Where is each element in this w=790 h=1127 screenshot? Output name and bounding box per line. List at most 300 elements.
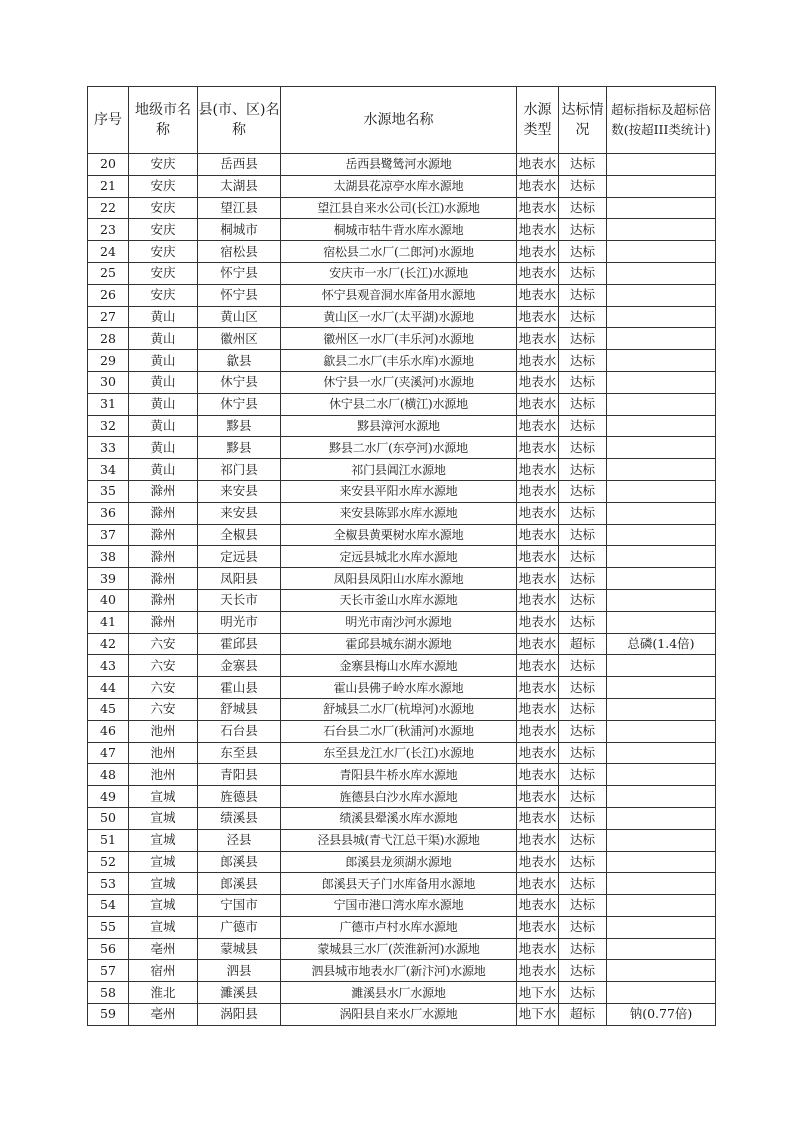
cell-county: 宁国市 [198, 895, 281, 917]
cell-city: 池州 [129, 742, 198, 764]
cell-source-name: 霍邱县城东湖水源地 [281, 633, 517, 655]
table-row [88, 786, 716, 808]
cell-status: 达标 [559, 197, 607, 219]
cell-exceed-indicator [607, 677, 716, 699]
cell-status: 达标 [559, 241, 607, 263]
cell-source-type: 地表水 [517, 328, 559, 350]
cell-status: 达标 [559, 284, 607, 306]
cell-index: 59 [88, 1004, 129, 1026]
cell-exceed-indicator [607, 807, 716, 829]
table-row [88, 480, 716, 502]
cell-source-type: 地表水 [517, 829, 559, 851]
table-row [88, 807, 716, 829]
cell-city: 安庆 [129, 262, 198, 284]
cell-source-name: 来安县陈郢水库水源地 [281, 502, 517, 524]
cell-exceed-indicator [607, 350, 716, 372]
cell-source-name: 石台县二水厂(秋浦河)水源地 [281, 720, 517, 742]
cell-source-type: 地表水 [517, 459, 559, 481]
cell-source-type: 地表水 [517, 154, 559, 176]
cell-index: 40 [88, 589, 129, 611]
cell-source-type: 地表水 [517, 698, 559, 720]
cell-exceed-indicator [607, 982, 716, 1004]
table-row [88, 960, 716, 982]
table-row [88, 895, 716, 917]
cell-county: 郎溪县 [198, 851, 281, 873]
cell-source-name: 黟县二水厂(东亭河)水源地 [281, 437, 517, 459]
cell-status: 达标 [559, 829, 607, 851]
table-row [88, 829, 716, 851]
cell-source-type: 地表水 [517, 807, 559, 829]
cell-county: 郎溪县 [198, 873, 281, 895]
cell-status: 达标 [559, 742, 607, 764]
cell-source-name: 蒙城县三水厂(茨淮新河)水源地 [281, 938, 517, 960]
cell-status: 达标 [559, 415, 607, 437]
cell-index: 32 [88, 415, 129, 437]
cell-source-type: 地表水 [517, 175, 559, 197]
cell-source-type: 地表水 [517, 655, 559, 677]
cell-status: 达标 [559, 698, 607, 720]
cell-status: 达标 [559, 393, 607, 415]
cell-city: 宿州 [129, 960, 198, 982]
table-row [88, 524, 716, 546]
cell-source-type: 地表水 [517, 524, 559, 546]
table-row [88, 219, 716, 241]
cell-source-name: 青阳县牛桥水库水源地 [281, 764, 517, 786]
cell-county: 宿松县 [198, 241, 281, 263]
cell-index: 39 [88, 568, 129, 590]
header-county: 县(市、区)名称 [198, 87, 281, 154]
cell-city: 六安 [129, 677, 198, 699]
cell-status: 达标 [559, 677, 607, 699]
cell-county: 天长市 [198, 589, 281, 611]
cell-status: 达标 [559, 437, 607, 459]
cell-exceed-indicator [607, 524, 716, 546]
cell-city: 安庆 [129, 284, 198, 306]
cell-source-type: 地表水 [517, 197, 559, 219]
cell-source-name: 濉溪县水厂水源地 [281, 982, 517, 1004]
cell-status: 达标 [559, 306, 607, 328]
table-row [88, 284, 716, 306]
table-row [88, 306, 716, 328]
table-row [88, 633, 716, 655]
cell-index: 43 [88, 655, 129, 677]
cell-city: 六安 [129, 698, 198, 720]
table-row [88, 437, 716, 459]
table-row [88, 393, 716, 415]
cell-county: 祁门县 [198, 459, 281, 481]
cell-source-name: 旌德县白沙水库水源地 [281, 786, 517, 808]
table-row [88, 328, 716, 350]
cell-index: 52 [88, 851, 129, 873]
cell-county: 青阳县 [198, 764, 281, 786]
cell-county: 岳西县 [198, 154, 281, 176]
cell-exceed-indicator [607, 786, 716, 808]
cell-source-type: 地表水 [517, 851, 559, 873]
cell-city: 宣城 [129, 829, 198, 851]
cell-county: 定远县 [198, 546, 281, 568]
cell-city: 滁州 [129, 480, 198, 502]
cell-exceed-indicator [607, 154, 716, 176]
cell-city: 黄山 [129, 459, 198, 481]
cell-source-name: 明光市南沙河水源地 [281, 611, 517, 633]
cell-source-type: 地表水 [517, 480, 559, 502]
cell-exceed-indicator [607, 698, 716, 720]
cell-source-name: 泗县城市地表水厂(新汴河)水源地 [281, 960, 517, 982]
header-exceed-indicator: 超标指标及超标倍数(按超III类统计) [607, 87, 716, 154]
cell-exceed-indicator [607, 938, 716, 960]
cell-status: 达标 [559, 655, 607, 677]
cell-index: 22 [88, 197, 129, 219]
cell-exceed-indicator [607, 241, 716, 263]
cell-index: 45 [88, 698, 129, 720]
cell-source-name: 定远县城北水库水源地 [281, 546, 517, 568]
cell-source-type: 地表水 [517, 938, 559, 960]
header-city: 地级市名称 [129, 87, 198, 154]
cell-city: 安庆 [129, 219, 198, 241]
cell-county: 舒城县 [198, 698, 281, 720]
cell-county: 霍山县 [198, 677, 281, 699]
table-row [88, 546, 716, 568]
cell-city: 黄山 [129, 393, 198, 415]
cell-city: 宣城 [129, 895, 198, 917]
cell-county: 霍邱县 [198, 633, 281, 655]
cell-status: 达标 [559, 371, 607, 393]
cell-county: 望江县 [198, 197, 281, 219]
table-row [88, 851, 716, 873]
cell-county: 桐城市 [198, 219, 281, 241]
cell-status: 达标 [559, 524, 607, 546]
cell-index: 35 [88, 480, 129, 502]
cell-status: 达标 [559, 851, 607, 873]
cell-index: 46 [88, 720, 129, 742]
cell-city: 滁州 [129, 524, 198, 546]
cell-source-type: 地表水 [517, 393, 559, 415]
cell-status: 达标 [559, 764, 607, 786]
cell-source-name: 桐城市牯牛背水库水源地 [281, 219, 517, 241]
header-source-type: 水源类型 [517, 87, 559, 154]
cell-exceed-indicator [607, 415, 716, 437]
cell-status: 达标 [559, 154, 607, 176]
cell-exceed-indicator [607, 764, 716, 786]
cell-source-type: 地表水 [517, 219, 559, 241]
cell-status: 达标 [559, 720, 607, 742]
header-status: 达标情况 [559, 87, 607, 154]
cell-city: 滁州 [129, 568, 198, 590]
cell-index: 24 [88, 241, 129, 263]
cell-source-type: 地表水 [517, 589, 559, 611]
cell-status: 达标 [559, 982, 607, 1004]
cell-exceed-indicator [607, 306, 716, 328]
cell-index: 54 [88, 895, 129, 917]
cell-exceed-indicator [607, 568, 716, 590]
cell-source-name: 休宁县一水厂(夹溪河)水源地 [281, 371, 517, 393]
cell-source-name: 全椒县黄栗树水库水源地 [281, 524, 517, 546]
cell-source-name: 歙县二水厂(丰乐水库)水源地 [281, 350, 517, 372]
cell-exceed-indicator [607, 655, 716, 677]
cell-source-name: 绩溪县翚溪水库水源地 [281, 807, 517, 829]
table-row [88, 241, 716, 263]
cell-index: 49 [88, 786, 129, 808]
cell-status: 达标 [559, 350, 607, 372]
table-row [88, 262, 716, 284]
cell-index: 50 [88, 807, 129, 829]
cell-status: 达标 [559, 873, 607, 895]
cell-source-type: 地表水 [517, 306, 559, 328]
cell-source-name: 黟县漳河水源地 [281, 415, 517, 437]
cell-city: 六安 [129, 655, 198, 677]
cell-status: 达标 [559, 589, 607, 611]
cell-city: 黄山 [129, 415, 198, 437]
cell-source-type: 地表水 [517, 633, 559, 655]
cell-index: 56 [88, 938, 129, 960]
cell-county: 怀宁县 [198, 262, 281, 284]
cell-county: 濉溪县 [198, 982, 281, 1004]
cell-county: 涡阳县 [198, 1004, 281, 1026]
cell-county: 太湖县 [198, 175, 281, 197]
cell-status: 达标 [559, 611, 607, 633]
table-row [88, 677, 716, 699]
cell-exceed-indicator [607, 916, 716, 938]
cell-source-name: 泾县县城(青弋江总干渠)水源地 [281, 829, 517, 851]
cell-city: 滁州 [129, 502, 198, 524]
cell-county: 金寨县 [198, 655, 281, 677]
cell-city: 黄山 [129, 306, 198, 328]
cell-source-type: 地表水 [517, 350, 559, 372]
cell-city: 滁州 [129, 611, 198, 633]
table-row [88, 873, 716, 895]
cell-index: 41 [88, 611, 129, 633]
cell-county: 凤阳县 [198, 568, 281, 590]
table-row [88, 916, 716, 938]
cell-city: 安庆 [129, 154, 198, 176]
cell-source-name: 安庆市一水厂(长江)水源地 [281, 262, 517, 284]
cell-exceed-indicator [607, 393, 716, 415]
cell-source-type: 地表水 [517, 720, 559, 742]
cell-source-type: 地表水 [517, 611, 559, 633]
cell-county: 徽州区 [198, 328, 281, 350]
cell-status: 达标 [559, 502, 607, 524]
cell-county: 怀宁县 [198, 284, 281, 306]
cell-source-type: 地表水 [517, 502, 559, 524]
table-header-row [88, 87, 716, 154]
cell-county: 旌德县 [198, 786, 281, 808]
cell-source-name: 宿松县二水厂(二郎河)水源地 [281, 241, 517, 263]
cell-source-name: 岳西县鹭鸶河水源地 [281, 154, 517, 176]
cell-exceed-indicator [607, 720, 716, 742]
cell-city: 宣城 [129, 916, 198, 938]
cell-county: 广德市 [198, 916, 281, 938]
cell-county: 黄山区 [198, 306, 281, 328]
table-row [88, 371, 716, 393]
cell-index: 51 [88, 829, 129, 851]
cell-source-type: 地表水 [517, 262, 559, 284]
table-row [88, 742, 716, 764]
cell-source-name: 郎溪县龙须湖水源地 [281, 851, 517, 873]
cell-status: 达标 [559, 960, 607, 982]
cell-status: 达标 [559, 459, 607, 481]
cell-source-type: 地表水 [517, 546, 559, 568]
cell-exceed-indicator [607, 960, 716, 982]
table-row [88, 938, 716, 960]
water-source-table [87, 86, 716, 1026]
table-row [88, 459, 716, 481]
cell-source-name: 郎溪县天子门水库备用水源地 [281, 873, 517, 895]
cell-city: 亳州 [129, 938, 198, 960]
cell-source-name: 黄山区一水厂(太平湖)水源地 [281, 306, 517, 328]
cell-county: 泾县 [198, 829, 281, 851]
cell-city: 黄山 [129, 328, 198, 350]
table-row [88, 415, 716, 437]
document-page [87, 86, 715, 1026]
cell-source-name: 怀宁县观音洞水库备用水源地 [281, 284, 517, 306]
cell-county: 休宁县 [198, 393, 281, 415]
cell-status: 超标 [559, 633, 607, 655]
cell-index: 31 [88, 393, 129, 415]
cell-exceed-indicator [607, 284, 716, 306]
cell-index: 29 [88, 350, 129, 372]
cell-source-type: 地表水 [517, 415, 559, 437]
cell-status: 达标 [559, 895, 607, 917]
cell-index: 23 [88, 219, 129, 241]
cell-source-name: 霍山县佛子岭水库水源地 [281, 677, 517, 699]
cell-source-name: 凤阳县凤阳山水库水源地 [281, 568, 517, 590]
table-row [88, 982, 716, 1004]
table-row [88, 568, 716, 590]
cell-exceed-indicator [607, 589, 716, 611]
cell-index: 37 [88, 524, 129, 546]
cell-source-name: 涡阳县自来水厂水源地 [281, 1004, 517, 1026]
cell-status: 达标 [559, 480, 607, 502]
header-index: 序号 [88, 87, 129, 154]
cell-city: 六安 [129, 633, 198, 655]
cell-status: 超标 [559, 1004, 607, 1026]
table-row [88, 720, 716, 742]
cell-exceed-indicator [607, 262, 716, 284]
cell-county: 东至县 [198, 742, 281, 764]
cell-index: 55 [88, 916, 129, 938]
cell-status: 达标 [559, 546, 607, 568]
cell-county: 绩溪县 [198, 807, 281, 829]
cell-source-type: 地表水 [517, 873, 559, 895]
cell-exceed-indicator [607, 371, 716, 393]
cell-source-type: 地表水 [517, 742, 559, 764]
cell-city: 安庆 [129, 241, 198, 263]
cell-source-type: 地表水 [517, 786, 559, 808]
cell-source-name: 宁国市港口湾水库水源地 [281, 895, 517, 917]
cell-city: 黄山 [129, 350, 198, 372]
cell-exceed-indicator [607, 611, 716, 633]
cell-city: 亳州 [129, 1004, 198, 1026]
cell-city: 黄山 [129, 371, 198, 393]
cell-status: 达标 [559, 219, 607, 241]
cell-index: 21 [88, 175, 129, 197]
cell-index: 27 [88, 306, 129, 328]
cell-status: 达标 [559, 916, 607, 938]
cell-source-name: 太湖县花凉亭水库水源地 [281, 175, 517, 197]
cell-index: 48 [88, 764, 129, 786]
table-row [88, 175, 716, 197]
cell-source-name: 休宁县二水厂(横江)水源地 [281, 393, 517, 415]
cell-city: 安庆 [129, 197, 198, 219]
cell-status: 达标 [559, 807, 607, 829]
cell-source-type: 地表水 [517, 568, 559, 590]
cell-county: 来安县 [198, 502, 281, 524]
cell-exceed-indicator [607, 895, 716, 917]
cell-source-type: 地下水 [517, 1004, 559, 1026]
cell-status: 达标 [559, 568, 607, 590]
cell-exceed-indicator [607, 742, 716, 764]
cell-source-name: 徽州区一水厂(丰乐河)水源地 [281, 328, 517, 350]
cell-city: 黄山 [129, 437, 198, 459]
cell-exceed-indicator [607, 328, 716, 350]
table-row [88, 1004, 716, 1026]
cell-exceed-indicator: 钠(0.77倍) [607, 1004, 716, 1026]
cell-index: 20 [88, 154, 129, 176]
cell-city: 滁州 [129, 589, 198, 611]
cell-city: 宣城 [129, 851, 198, 873]
cell-county: 黟县 [198, 415, 281, 437]
cell-exceed-indicator [607, 197, 716, 219]
cell-city: 宣城 [129, 786, 198, 808]
cell-source-name: 祁门县阊江水源地 [281, 459, 517, 481]
cell-status: 达标 [559, 938, 607, 960]
cell-source-type: 地表水 [517, 437, 559, 459]
cell-county: 明光市 [198, 611, 281, 633]
cell-source-name: 来安县平阳水库水源地 [281, 480, 517, 502]
cell-city: 池州 [129, 720, 198, 742]
cell-source-type: 地表水 [517, 960, 559, 982]
cell-county: 全椒县 [198, 524, 281, 546]
cell-index: 30 [88, 371, 129, 393]
cell-status: 达标 [559, 262, 607, 284]
table-row [88, 764, 716, 786]
cell-source-name: 金寨县梅山水库水源地 [281, 655, 517, 677]
cell-city: 安庆 [129, 175, 198, 197]
cell-city: 淮北 [129, 982, 198, 1004]
cell-status: 达标 [559, 786, 607, 808]
cell-source-type: 地表水 [517, 895, 559, 917]
cell-exceed-indicator [607, 219, 716, 241]
cell-index: 28 [88, 328, 129, 350]
cell-source-name: 东至县龙江水厂(长江)水源地 [281, 742, 517, 764]
cell-county: 歙县 [198, 350, 281, 372]
cell-source-type: 地下水 [517, 982, 559, 1004]
cell-status: 达标 [559, 328, 607, 350]
cell-exceed-indicator [607, 829, 716, 851]
cell-source-type: 地表水 [517, 677, 559, 699]
cell-source-name: 广德市卢村水库水源地 [281, 916, 517, 938]
cell-source-name: 舒城县二水厂(杭埠河)水源地 [281, 698, 517, 720]
table-row [88, 698, 716, 720]
cell-city: 宣城 [129, 807, 198, 829]
cell-status: 达标 [559, 175, 607, 197]
cell-exceed-indicator [607, 437, 716, 459]
cell-county: 黟县 [198, 437, 281, 459]
cell-index: 33 [88, 437, 129, 459]
cell-index: 26 [88, 284, 129, 306]
cell-index: 44 [88, 677, 129, 699]
cell-exceed-indicator [607, 873, 716, 895]
cell-index: 58 [88, 982, 129, 1004]
cell-index: 42 [88, 633, 129, 655]
cell-city: 滁州 [129, 546, 198, 568]
cell-county: 石台县 [198, 720, 281, 742]
cell-county: 休宁县 [198, 371, 281, 393]
table-row [88, 197, 716, 219]
cell-source-type: 地表水 [517, 284, 559, 306]
cell-city: 宣城 [129, 873, 198, 895]
cell-exceed-indicator [607, 459, 716, 481]
